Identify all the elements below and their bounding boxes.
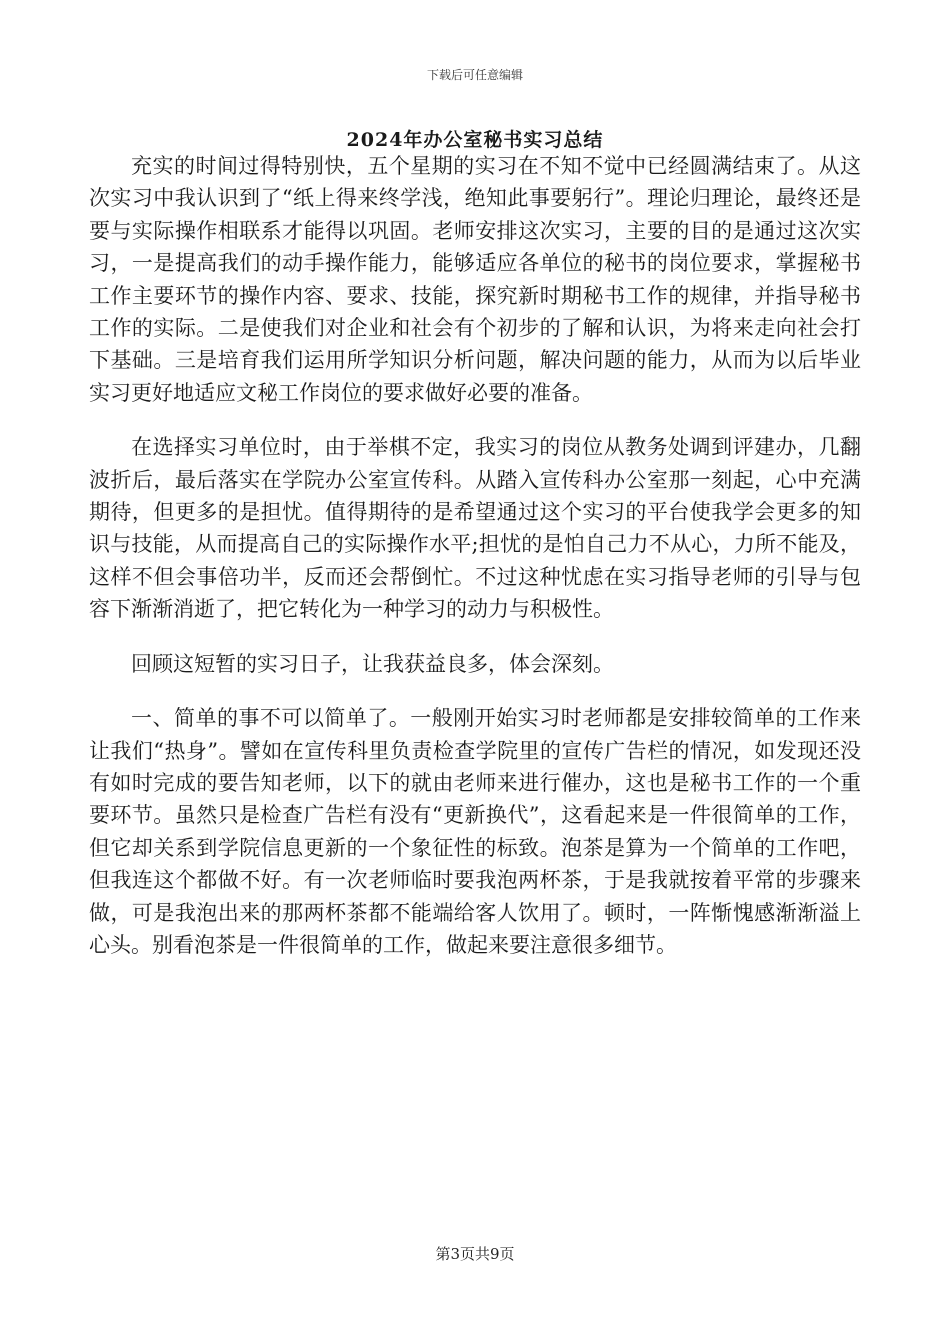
paragraph-3: 回顾这短暂的实习日子，让我获益良多，体会深刻。 — [131, 651, 614, 676]
document-body — [89, 150, 861, 961]
paragraph-1: 充实的时间过得特别快，五个星期的实习在不知不觉中已经圆满结束了。从这次实习中我认识到了“纸上得来终学浅，绝知此事要躬行”。理论归理论，最终还是要与实际操作相联系才能得以巩固。老师安排这次实习，主要的目的是通过这次实习，一是提高我们的动手操作能力，能够适应各单位的秘书的岗位要求，掌握秘书工作主要环节的操作内容、要求、技能，探究新时期秘书工作的规律，并指导秘书工作的实际。二是使我们对企业和社会有个初步的了解和认识，为将来走向社会打下基础。三是培育我们运用所学知识分析问题，解决问题的能力，从而为以后毕业实习更好地适应文秘工作岗位的要求做好必要的准备。 — [89, 154, 861, 405]
page-number-footer: 第3页共9页 — [435, 1245, 515, 1263]
page-header-note: 下载后可任意编辑 — [426, 68, 523, 82]
paragraph-4: 一、简单的事不可以简单了。一般刚开始实习时老师都是安排较简单的工作来让我们“热身”。譬如在宣传科里负责检查学院里的宣传广告栏的情况，如发现还没有如时完成的要告知老师，以下的就由老师来进行催办，这也是秘书工作的一个重要环节。虽然只是检查广告栏有没有“更新换代”，这看起来是一件很简单的工作，但它却关系到学院信息更新的一个象征性的标致。泡茶是算为一个简单的工作吧，但我连这个都做不好。有一次老师临时要我泡两杯茶，于是我就按着平常的步骤来做，可是我泡出来的那两杯茶都不能端给客人饮用了。顿时，一阵惭愧感渐渐溢上心头。别看泡茶是一件很简单的工作，做起来要注意很多细节。 — [89, 706, 861, 957]
paragraph-2: 在选择实习单位时，由于举棋不定，我实习的岗位从教务处调到评建办，几翻波折后，最后落实在学院办公室宣传科。从踏入宣传科办公室那一刻起，心中充满期待，但更多的是担忧。值得期待的是希望通过这个实习的平台使我学会更多的知识与技能，从而提高自己的实际操作水平;担忧的是怕自己力不从心，力所不能及，这样不但会事倍功半，反而还会帮倒忙。不过这种忧虑在实习指导老师的引导与包容下渐渐消逝了，把它转化为一种学习的动力与积极性。 — [89, 435, 861, 622]
document-title: 2024年办公室秘书实习总结 — [346, 129, 604, 151]
